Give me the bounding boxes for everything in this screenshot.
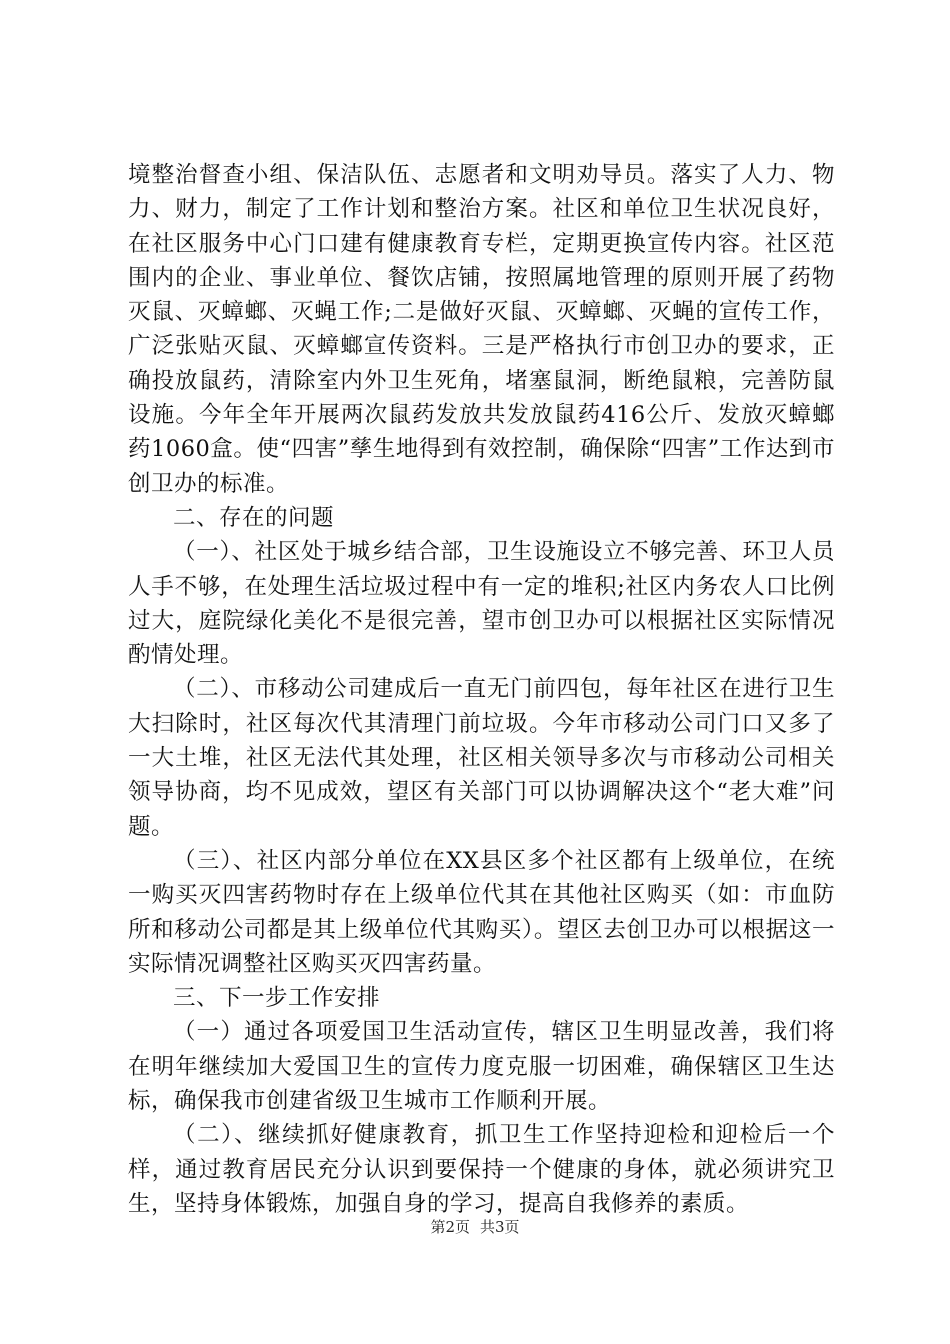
section-heading-next-steps: 三、下一步工作安排 <box>173 985 381 1012</box>
paragraph-problem-1: （一）、社区处于城乡结合部，卫生设施设立不够完善、环卫人员人手不够，在处理生活垃圾过程中有一定的堆积;社区内务农人口比例过大，庭院绿化美化不是很完善，望市创卫办可以根据社区实际情况酌情处理。 <box>128 539 835 669</box>
paragraph-continuation: 境整治督查小组、保洁队伍、志愿者和文明劝导员。落实了人力、物力、财力，制定了工作计划和整治方案。社区和单位卫生状况良好，在社区服务中心门口建有健康教育专栏，定期更换宣传内容。社区范围内的企业、事业单位、餐饮店铺，按照属地管理的原则开展了药物灭鼠、灭蟑螂、灭蝇工作;二是做好灭鼠、灭蟑螂、灭蝇的宣传工作，广泛张贴灭鼠、灭蟑螂宣传资料。三是严格执行市创卫办的要求，正确投放鼠药，清除室内外卫生死角，堵塞鼠洞，断绝鼠粮，完善防鼠设施。今年全年开展两次鼠药发放共发放鼠药416公斤、发放灭蟑螂药1060盒。使“四害”孳生地得到有效控制，确保除“四害”工作达到市创卫办的标准。 <box>128 162 835 497</box>
paragraph-problem-2: （二）、市移动公司建成后一直无门前四包，每年社区在进行卫生大扫除时，社区每次代其清理门前垃圾。今年市移动公司门口又多了一大土堆，社区无法代其处理，社区相关领导多次与市移动公司相关领导协商，均不见成效，望区有关部门可以协调解决这个“老大难”问题。 <box>128 676 835 840</box>
document-body <box>128 158 835 1221</box>
paragraph-problem-3: （三）、社区内部分单位在XX县区多个社区都有上级单位，在统一购买灭四害药物时存在上级单位代其在其他社区购买（如：市血防所和移动公司都是其上级单位代其购买）。望区去创卫办可以根据这一实际情况调整社区购买灭四害药量。 <box>128 847 835 977</box>
paragraph-next-step-1: （一）通过各项爱国卫生活动宣传，辖区卫生明显改善，我们将在明年继续加大爱国卫生的宣传力度克服一切困难，确保辖区卫生达标，确保我市创建省级卫生城市工作顺利开展。 <box>128 1019 835 1115</box>
section-heading-problems: 二、存在的问题 <box>173 504 335 531</box>
page-number-current: 第2页 <box>430 1218 470 1236</box>
page-footer <box>0 1216 950 1237</box>
page-number-total: 共3页 <box>480 1218 520 1236</box>
paragraph-next-step-2: （二）、继续抓好健康教育，抓卫生工作坚持迎检和迎检后一个样，通过教育居民充分认识到要保持一个健康的身体，就必须讲究卫生，坚持身体锻炼，加强自身的学习，提高自我修养的素质。 <box>128 1122 835 1217</box>
